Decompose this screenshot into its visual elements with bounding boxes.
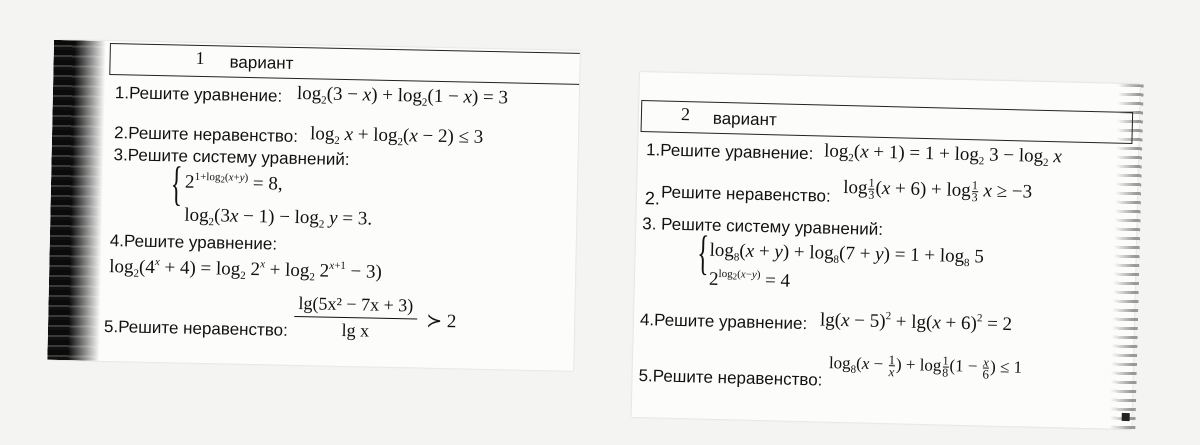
scan-shadow-edge	[47, 40, 106, 361]
task-2-formula: log $\frac{1}{3}$ (x + 6) + log $\frac{1}{3}$ x ≥ −3	[842, 175, 1033, 205]
task-5-formula: $\log_8(x$ − $\frac{1}{x}$ ) + log $\frac{1}{8}$ (1 − $\frac{x}{6}$ ) ≤ 1	[828, 352, 1023, 382]
task-4-label: 4.Решите уравнение:	[109, 231, 278, 254]
variant-number: 2	[680, 104, 691, 125]
task-5-fraction	[294, 293, 418, 343]
variant-2-card	[632, 72, 1140, 429]
task-3-eq2: $\log_2(3x - 1) - \log_2 y = 3$.	[184, 204, 373, 231]
task-3-label: 3.Решите систему уравнений:	[113, 145, 350, 170]
variant-number: 1	[195, 47, 205, 69]
task-5-rhs: ≻ 2	[425, 310, 457, 333]
card-header	[109, 43, 580, 85]
task-3-eq2: $2^{log_2(x-y)} = 4$	[708, 267, 791, 292]
variant-1-card	[53, 40, 580, 371]
card-header	[641, 100, 1134, 144]
task-4-formula: $\lg(x - 5)^2 + \lg(x + 6)^2 = 2$	[819, 309, 1013, 336]
task-1-label: 1.Решите уравнение:	[645, 140, 814, 164]
fraction-denominator: lg x	[341, 319, 370, 341]
task-1-formula: $\log_2(3 - x) + \log_2(1 - x) = 3$	[296, 82, 509, 109]
task-5-label: 5.Решите неравенство:	[103, 316, 289, 340]
fraction-numerator: lg(5x² − 7x + 3)	[294, 293, 417, 320]
task-3-label: 3. Решите систему уравнений:	[642, 214, 884, 239]
system-brace: {	[696, 226, 710, 280]
task-1-formula: $\log_2(x + 1) = 1 + \log_2 3 - \log_2 x$	[823, 140, 1063, 170]
task-5-label: 5.Решите неравенство:	[638, 366, 823, 390]
task-4-label: 4.Решите уравнение:	[639, 310, 808, 334]
task-3-eq1: $2^{1+log_2(x+y)} = 8$,	[184, 170, 283, 195]
variant-title: вариант	[712, 108, 777, 130]
task-2-label: Решите неравенство:	[660, 182, 831, 206]
scan-artifact	[1122, 413, 1130, 421]
task-2-formula: $\log_2 x + \log_2(x - 2) \le 3$	[309, 123, 484, 149]
system-brace: {	[170, 157, 183, 211]
task-2-number: 2.	[644, 188, 661, 209]
task-1-label: 1.Решите уравнение:	[114, 83, 283, 106]
task-4-formula: $\log_2(4^x + 4) = \log_2 2^x + \log_2 2^{x+1} - 3$)	[109, 256, 383, 284]
task-3-eq1: $\log_8(x + y) + \log_8(7 + y) = 1 + \log_8 5$	[709, 239, 985, 270]
variant-title: вариант	[229, 52, 294, 73]
task-2-label: 2.Решите неравенство:	[113, 123, 299, 147]
